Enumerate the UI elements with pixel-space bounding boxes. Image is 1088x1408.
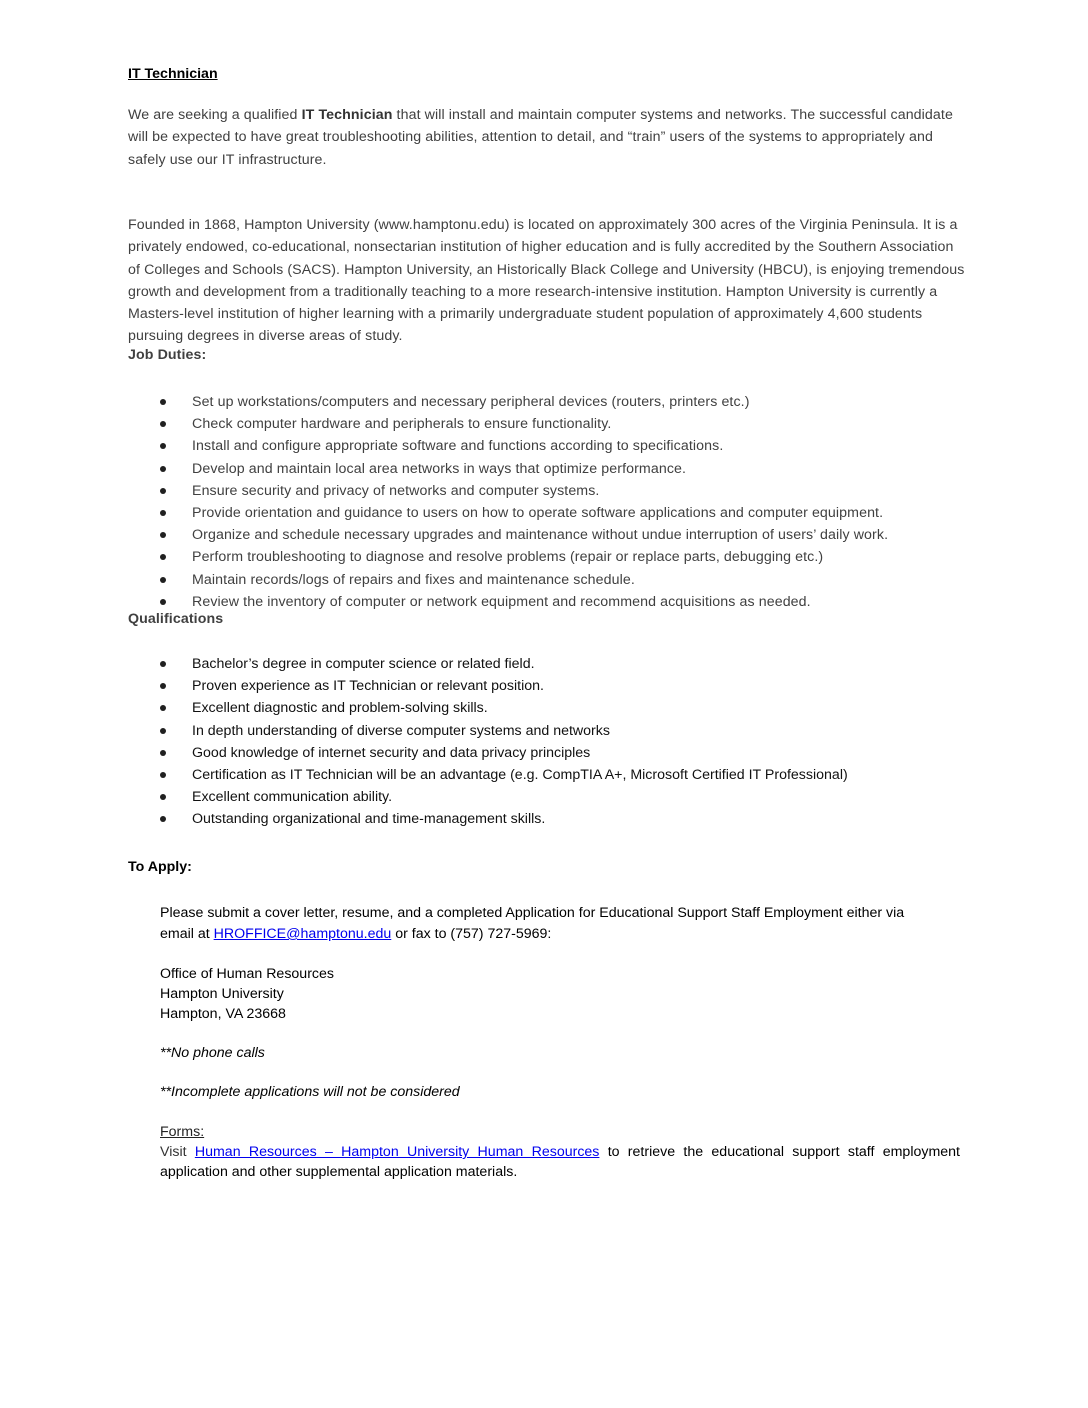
list-item bbox=[128, 764, 978, 786]
list-item bbox=[128, 742, 978, 764]
bullet-icon bbox=[160, 577, 166, 583]
bullet-icon bbox=[160, 750, 166, 756]
bullet-icon bbox=[160, 443, 166, 449]
bullet-icon bbox=[160, 705, 166, 711]
bullet-icon bbox=[160, 488, 166, 494]
address-line-3: Hampton, VA 23668 bbox=[160, 1006, 286, 1022]
list-item-text: Outstanding organizational and time-management skills. bbox=[192, 811, 546, 828]
bullet-icon bbox=[160, 399, 166, 405]
list-item-text: Review the inventory of computer or network equipment and recommend acquisitions as needed. bbox=[192, 593, 811, 610]
bullet-icon bbox=[160, 466, 166, 472]
bullet-icon bbox=[160, 728, 166, 734]
bullet-icon bbox=[160, 554, 166, 560]
list-item-text: Perform troubleshooting to diagnose and resolve problems (repair or replace parts, debugging etc.) bbox=[192, 549, 824, 566]
list-item-text: In depth understanding of diverse computer systems and networks bbox=[192, 722, 610, 739]
apply-instructions-line2 bbox=[160, 924, 960, 945]
list-item-text: Bachelor’s degree in computer science or related field. bbox=[192, 656, 535, 672]
bullet-icon bbox=[160, 794, 166, 800]
list-item bbox=[128, 675, 978, 697]
forms-visit-text: Visit bbox=[160, 1144, 195, 1160]
address-line-1: Office of Human Resources bbox=[160, 966, 335, 982]
list-item-text: Set up workstations/computers and necessary peripheral devices (routers, printers etc.) bbox=[192, 394, 750, 410]
intro-paragraph bbox=[128, 104, 968, 171]
list-item bbox=[128, 480, 978, 502]
list-item-text: Provide orientation and guidance to users on how to operate software applications and computer equipment. bbox=[192, 505, 884, 522]
qualifications-list bbox=[128, 653, 978, 831]
mailing-address bbox=[160, 964, 960, 1024]
intro-text-after: that will install and maintain computer systems and networks. The successful candidate will be expected to have great troubleshooting abilities, attention to detail, and “train” users of the systems to appropriately and safely use our IT infrastructure. bbox=[128, 107, 953, 168]
address-line-2: Hampton University bbox=[160, 986, 284, 1002]
about-paragraph: Founded in 1868, Hampton University (www.hamptonu.edu) is located on approximately 300 acres of the Virginia Peninsula. It is a privately endowed, co-educational, nonsectarian institution of higher education and is fully accredited by the Southern Association of Colleges and Schools (SACS). Hampton University, an Historically Black College and University (HBCU), is enjoying tremendous growth and development from a traditionally teaching to a more research-intensive institution. Hampton University is currently a Masters-level institution of higher learning with a primarily undergraduate student population of approximately 4,600 students pursuing degrees in diverse areas of study. bbox=[128, 217, 965, 345]
bullet-icon bbox=[160, 421, 166, 427]
hr-email-link[interactable]: HROFFICE@hamptonu.edu bbox=[213, 926, 392, 942]
list-item bbox=[128, 653, 978, 675]
apply-instructions bbox=[160, 903, 960, 945]
list-item bbox=[128, 697, 978, 719]
intro-text-before: We are seeking a qualified bbox=[128, 107, 302, 123]
bullet-icon bbox=[160, 532, 166, 538]
list-item-text: Check computer hardware and peripherals to ensure functionality. bbox=[192, 416, 612, 433]
list-item-text: Organize and schedule necessary upgrades and maintenance without undue interruption of users’ daily work. bbox=[192, 527, 889, 544]
list-item-text: Excellent communication ability. bbox=[192, 789, 393, 806]
list-item-text: Certification as IT Technician will be an advantage (e.g. CompTIA A+, Microsoft Certified IT Professional) bbox=[192, 767, 848, 784]
list-item bbox=[128, 591, 978, 613]
list-item bbox=[128, 413, 978, 435]
list-item-text: Ensure security and privacy of networks and computer systems. bbox=[192, 482, 600, 499]
list-item bbox=[128, 808, 978, 830]
bullet-icon bbox=[160, 772, 166, 778]
note-no-phone-calls: **No phone calls bbox=[160, 1045, 265, 1061]
list-item bbox=[128, 546, 978, 568]
list-item-text: Good knowledge of internet security and data privacy principles bbox=[192, 744, 591, 761]
bullet-icon bbox=[160, 510, 166, 516]
list-item-text: Excellent diagnostic and problem-solving skills. bbox=[192, 700, 488, 717]
list-item-text: Proven experience as IT Technician or relevant position. bbox=[192, 678, 544, 695]
list-item bbox=[128, 720, 978, 742]
list-item bbox=[128, 391, 978, 413]
forms-heading: Forms: bbox=[160, 1124, 205, 1140]
forms-suffix-text: to retrieve the educational support staff employment application and other supplemental application materials. bbox=[160, 1144, 960, 1180]
forms-text bbox=[160, 1142, 960, 1182]
apply-fax-text: or fax to (757) 727-5969: bbox=[391, 926, 552, 942]
apply-email-prefix: email at bbox=[160, 926, 214, 942]
hr-website-link[interactable]: Human Resources – Hampton University Human Resources bbox=[194, 1144, 600, 1160]
job-duties-heading: Job Duties: bbox=[128, 347, 207, 363]
bullet-icon bbox=[160, 599, 166, 605]
list-item bbox=[128, 569, 978, 591]
qualifications-heading: Qualifications bbox=[128, 611, 224, 627]
list-item bbox=[128, 524, 978, 546]
list-item-text: Install and configure appropriate software and functions according to specifications. bbox=[192, 438, 724, 455]
list-item-text: Develop and maintain local area networks in ways that optimize performance. bbox=[192, 460, 687, 477]
note-incomplete-applications: **Incomplete applications will not be considered bbox=[160, 1084, 460, 1100]
forms-section bbox=[160, 1122, 960, 1182]
apply-instructions-line1: Please submit a cover letter, resume, and a completed Application for Educational Support Staff Employment either via bbox=[160, 905, 905, 921]
bullet-icon bbox=[160, 661, 166, 667]
list-item bbox=[128, 502, 978, 524]
list-item-text: Maintain records/logs of repairs and fixes and maintenance schedule. bbox=[192, 571, 635, 588]
job-duties-list bbox=[128, 391, 978, 613]
to-apply-heading: To Apply: bbox=[128, 859, 192, 875]
list-item bbox=[128, 786, 978, 808]
bullet-icon bbox=[160, 816, 166, 822]
intro-job-title-bold: IT Technician bbox=[301, 107, 393, 123]
list-item bbox=[128, 435, 978, 457]
job-title: IT Technician bbox=[128, 66, 218, 82]
list-item bbox=[128, 458, 978, 480]
bullet-icon bbox=[160, 683, 166, 689]
